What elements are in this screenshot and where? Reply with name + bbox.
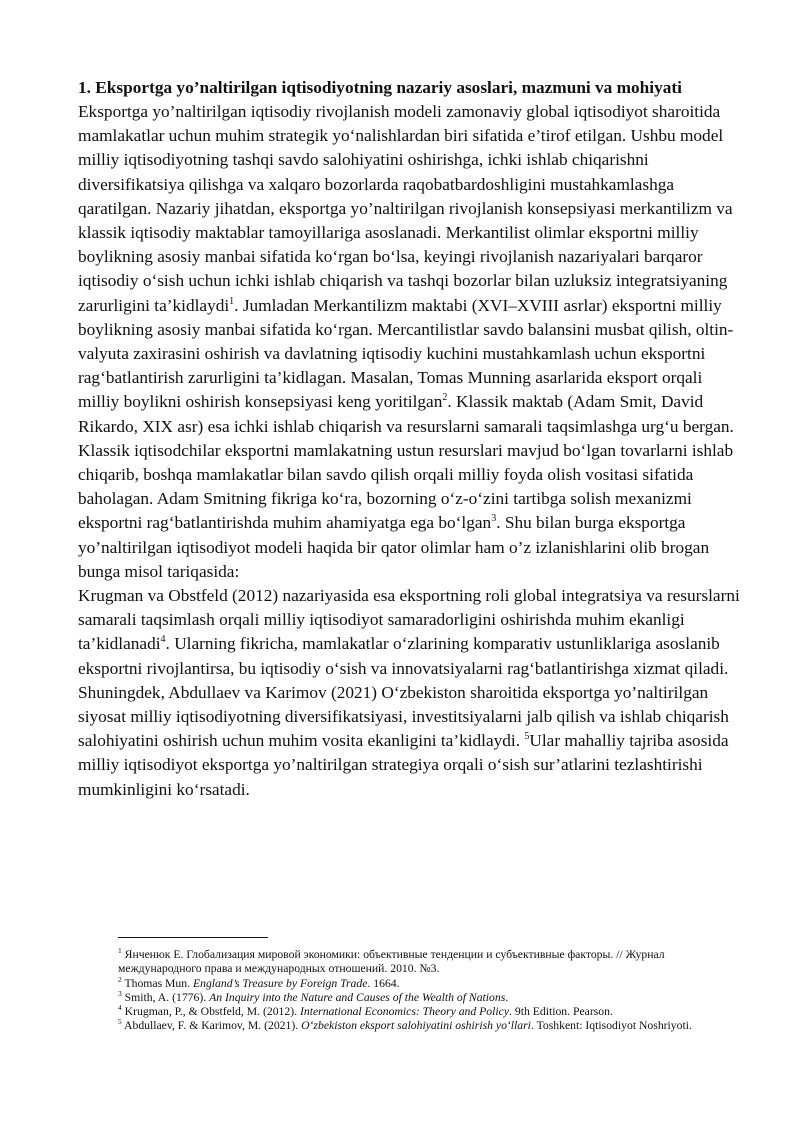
footnote-5	[118, 1019, 742, 1033]
footnote-details: . 1664.	[367, 976, 400, 990]
document-page	[78, 76, 742, 802]
paragraph-2	[78, 584, 742, 802]
footnote-ref-2[interactable]: 2	[442, 392, 448, 404]
footnote-author: Thomas Mun.	[124, 976, 193, 990]
footnote-details: . 9th Edition. Pearson.	[509, 1005, 613, 1019]
footnote-1	[118, 948, 742, 977]
footnote-ref-1[interactable]: 1	[229, 295, 235, 307]
paragraph-2-part-c: Ular mahalliy tajriba asosida milliy iqtisodiyot eksportga yo’naltirilgan strategiya orqali o‘sish sur’atlarini tezlashtirishi mumkinligini ko‘rsatadi.	[78, 731, 729, 799]
paragraph-1-part-c: . Klassik maktab (Adam Smit, David Rikardo, XIX asr) esa ichki ishlab chiqarish va resurslarni samarali taqsimlashga urg‘u bergan. Klassik iqtisodchilar eksportni mamlakatning ustun resurslari mavjud bo‘lgan tovarlarni ishlab chiqarib, boshqa mamlakatlar bilan savdo qilish orqali milliy foyda olish vositasi sifatida baholagan. Adam Smitning fikriga ko‘ra, bozorning o‘z-o‘zini tartibga solish mexanizmi eksportni rag‘batlantirishda muhim ahamiyatga ega bo‘lgan	[78, 392, 734, 533]
footnote-ref-4[interactable]: 4	[160, 634, 166, 646]
footnote-ref-3[interactable]: 3	[491, 513, 497, 525]
paragraph-2-part-b: . Ularning fikricha, mamlakatlar o‘zlarining komparativ ustunliklariga asoslanib eksportni rivojlantirsa, bu iqtisodiy o‘sish va innovatsiyalarni rag‘batlantirishga xizmat qiladi. Shuningdek, Abdullaev va Karimov (2021) O‘zbekiston sharoitida eksportga yo’naltirilgan siyosat milliy iqtisodiyotning diversifikatsiyasi, investitsiyalarni jalb qilish va ishlab chiqarish salohiyatini oshirish uchun muhim vosita ekanligini ta’kidlaydi.	[78, 634, 729, 751]
footnote-mark: 5	[118, 1017, 122, 1027]
footnote-4	[118, 1005, 742, 1019]
body-text	[78, 100, 742, 802]
footnote-title: O‘zbekiston eksport salohiyatini oshirish yo‘llari	[301, 1019, 531, 1033]
footnote-author: Krugman, P., & Obstfeld, M. (2012).	[124, 1005, 300, 1019]
footnotes	[118, 948, 742, 1034]
paragraph-2-part-a: Krugman va Obstfeld (2012) nazariyasida esa eksportning roli global integratsiya va resurslarni samarali taqsimlash orqali milliy iqtisodiyot samaradorligini oshirishda muhim ekanligi ta’kidlanadi	[78, 586, 740, 654]
paragraph-1-part-d: . Shu bilan burga eksportga yo’naltirilgan iqtisodiyot modeli haqida bir qator olimlar ham o’z izlanishlarini olib brogan bunga misol tariqasida:	[78, 513, 710, 581]
footnote-mark: 2	[118, 974, 122, 984]
footnote-author: Smith, A. (1776).	[124, 990, 210, 1004]
footnote-title: An Inquiry into the Nature and Causes of the Wealth of Nations	[209, 990, 506, 1004]
footnote-mark: 4	[118, 1003, 122, 1013]
footnote-3	[118, 991, 742, 1005]
footnote-details: .	[505, 990, 509, 1004]
paragraph-1-part-a: Eksportga yo’naltirilgan iqtisodiy rivojlanish modeli zamonaviy global iqtisodiyot sharoitida mamlakatlar uchun muhim strategik yo‘nalishlardan biri sifatida e’tirof etilgan. Ushbu model milliy iqtisodiyotning tashqi savdo salohiyatini oshirishga, ichki ishlab chiqarishni diversifikatsiya qilishga va xalqaro bozorlarda raqobatbardoshligini mustahkamlashga qaratilgan. Nazariy jihatdan, eksportga yo’naltirilgan rivojlanish konsepsiyasi merkantilizm va klassik iqtisodiy maktablar tamoyillariga asoslanadi. Merkantilist olimlar eksportni milliy boylikning asosiy manbai sifatida ko‘rgan bo‘lsa, keyingi rivojlanish nazariyalari barqaror iqtisodiy o‘sish uchun ichki ishlab chiqarish va tashqi bozorlar bilan uzluksiz integratsiyaning zarurligini ta’kidlaydi	[78, 102, 733, 315]
footnote-title: International Economics: Theory and Policy	[299, 1005, 510, 1019]
footnote-author: Abdullaev, F. & Karimov, M. (2021).	[124, 1019, 302, 1033]
footnote-mark: 1	[118, 946, 122, 956]
footnote-separator	[118, 937, 268, 938]
paragraph-1	[78, 100, 742, 584]
footnote-text: Янченюк Е. Глобализация мировой экономики: объективные тенденции и субъективные факторы. // Журнал международного права и международных отношений. 2010. №3.	[118, 948, 665, 976]
footnote-2	[118, 974, 742, 991]
footnote-mark: 3	[118, 989, 122, 998]
footnote-title: England’s Treasure by Foreign Trade	[192, 976, 368, 990]
footnote-ref-5[interactable]: 5	[524, 731, 530, 743]
paragraph-1-part-b: . Jumladan Merkantilizm maktabi (XVI–XVIII asrlar) eksportni milliy boylikning asosiy manbai sifatida ko‘rgan. Mercantilistlar savdo balansini musbat qilish, oltin-valyuta zaxirasini oshirish va davlatning iqtisodiy kuchini mustahkamlash uchun eksportni rag‘batlantirish zarurligini ta’kidlagan. Masalan, Tomas Munning asarlarida eksport orqali milliy boylikni oshirish konsepsiyasi keng yoritilgan	[78, 295, 734, 412]
section-heading: 1. Eksportga yo’naltirilgan iqtisodiyotning nazariy asoslari, mazmuni va mohiyati	[78, 78, 682, 97]
footnote-details: . Toshkent: Iqtisodiyot Noshriyoti.	[530, 1019, 692, 1033]
